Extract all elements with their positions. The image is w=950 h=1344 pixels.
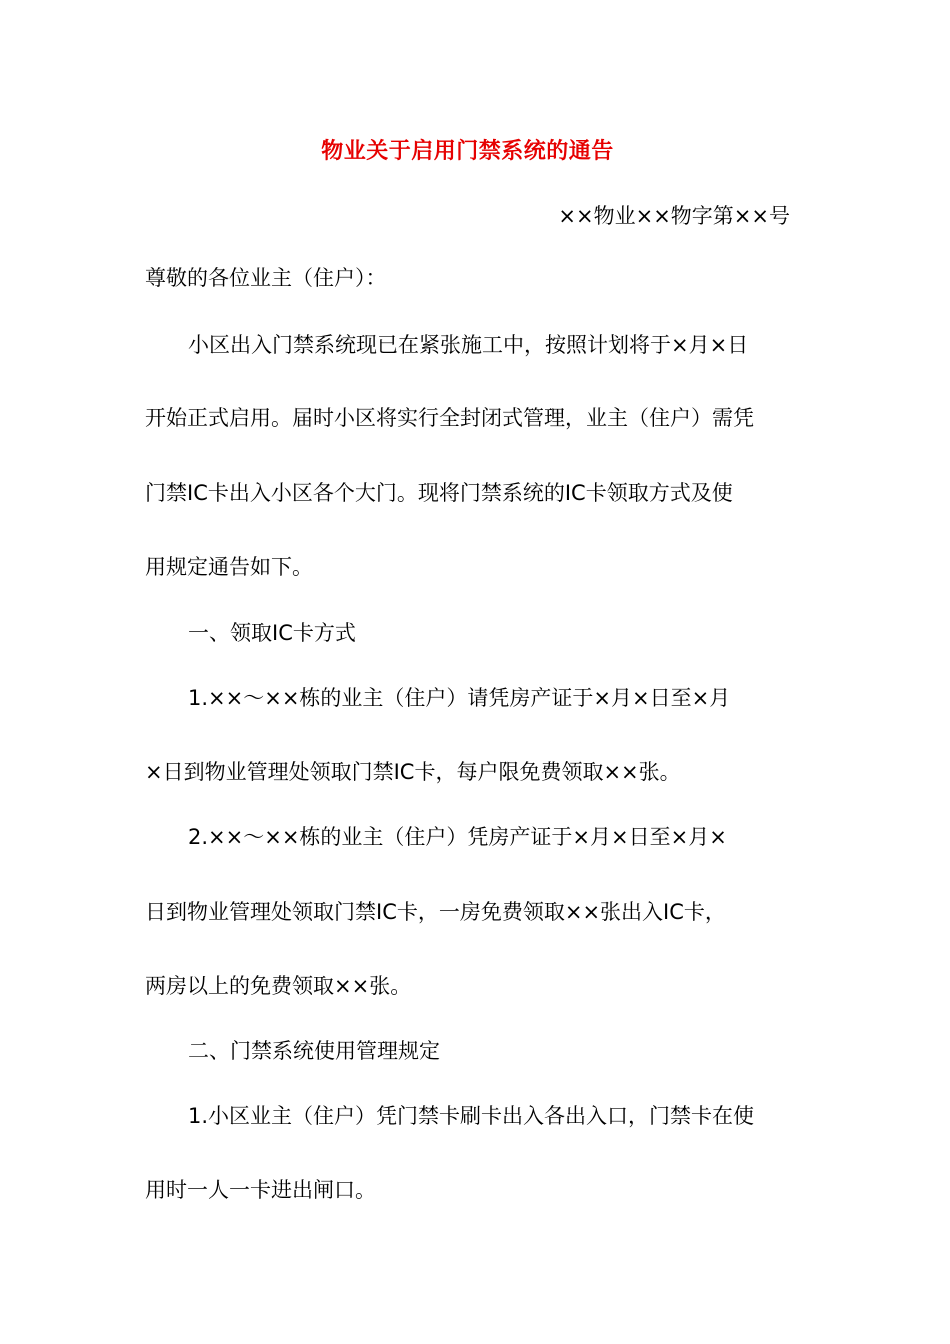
paragraph-line: 用规定通告如下。 [145,555,313,579]
section-heading: 二、门禁系统使用管理规定 [188,1039,440,1063]
list-item-line: ×日到物业管理处领取门禁IC卡，每户限免费领取××张。 [145,760,681,784]
paragraph-line: 小区出入门禁系统现已在紧张施工中，按照计划将于×月×日 [188,333,749,357]
list-item-line: 1.××～××栋的业主（住户）请凭房产证于×月×日至×月 [188,686,731,710]
list-item-line: 日到物业管理处领取门禁IC卡，一房免费领取××张出入IC卡， [145,900,726,924]
document-number: ××物业××物字第××号 [558,204,790,228]
list-item-line: 2.××～××栋的业主（住户）凭房产证于×月×日至×月× [188,825,727,849]
salutation: 尊敬的各位业主（住户）： [145,266,387,290]
paragraph-line: 开始正式启用。届时小区将实行全封闭式管理，业主（住户）需凭 [145,406,754,430]
section-heading: 一、领取IC卡方式 [188,621,356,645]
paragraph-line: 门禁IC卡出入小区各个大门。现将门禁系统的IC卡领取方式及使 [145,481,733,505]
list-item-line: 两房以上的免费领取××张。 [145,974,412,998]
notice-title: 物业关于启用门禁系统的通告 [321,139,614,164]
list-item-line: 1.小区业主（住户）凭门禁卡刷卡出入各出入口，门禁卡在使 [188,1104,755,1128]
list-item-line: 用时一人一卡进出闸口。 [145,1178,376,1202]
